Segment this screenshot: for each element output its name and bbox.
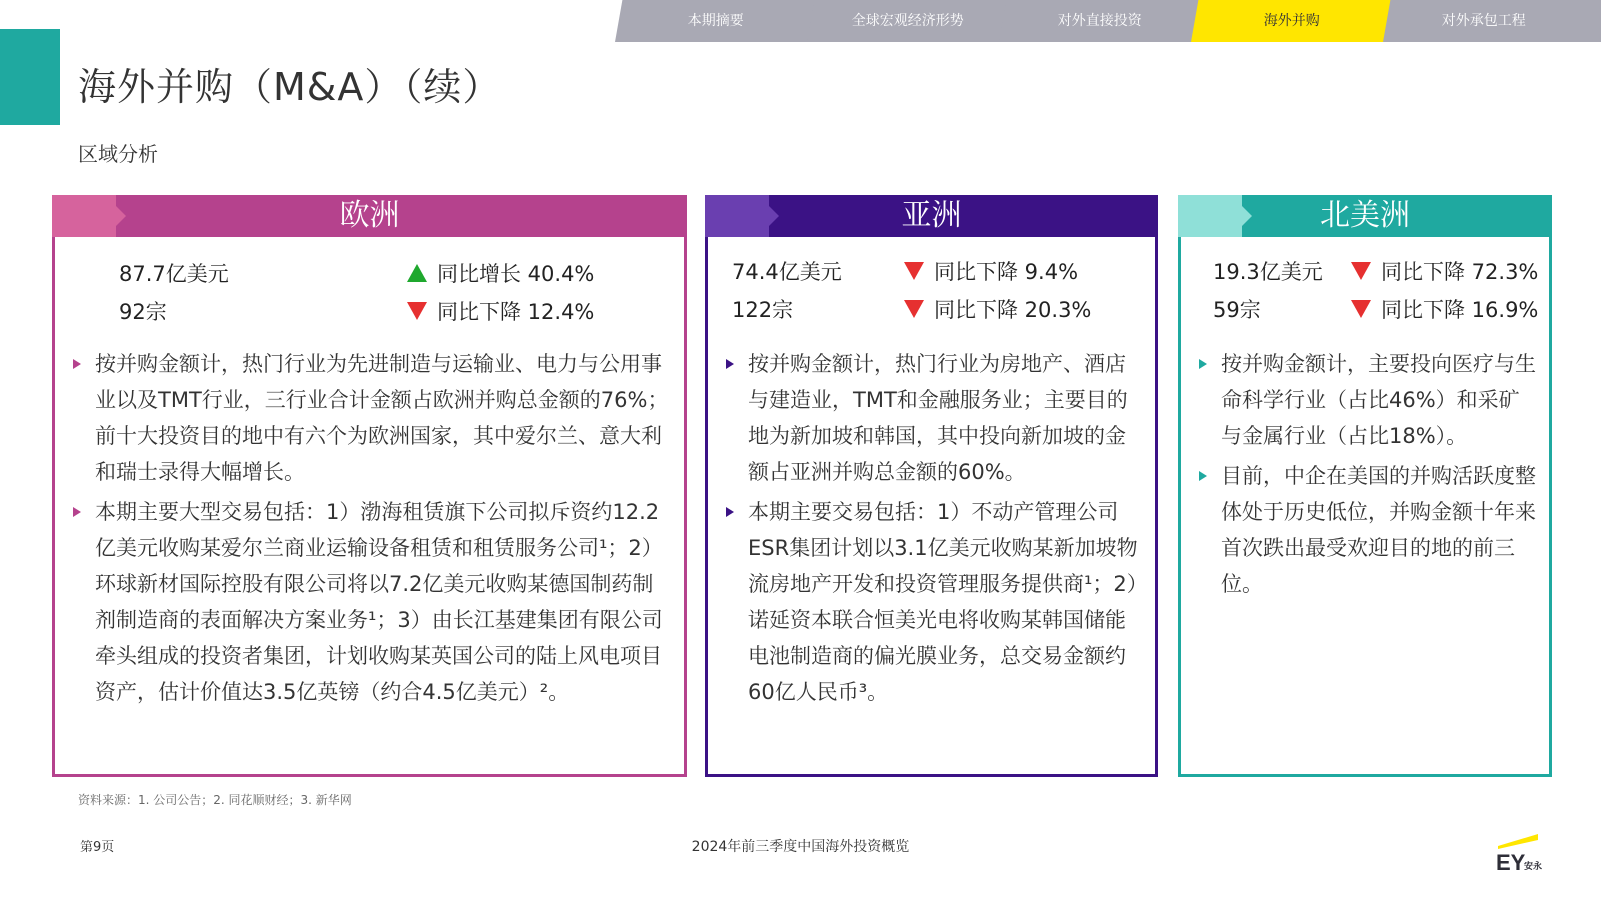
list-item bbox=[73, 494, 673, 710]
bullet-triangle-icon bbox=[73, 359, 81, 369]
arrow-down-icon bbox=[904, 300, 924, 318]
page-title: 海外并购（M&A）（续） bbox=[78, 65, 502, 109]
arrow-up-icon bbox=[407, 264, 427, 282]
bullet-text: 按并购金额计，主要投向医疗与生命科学行业（占比46%）和采矿与金属行业（占比18%）。 bbox=[1221, 352, 1536, 448]
amount-row bbox=[55, 258, 684, 296]
bullet-text: 按并购金额计，热门行业为房地产、酒店与建造业，TMT和金融服务业；主要目的地为新加坡和韩国，其中投向新加坡的金额占亚洲并购总金额的60%。 bbox=[748, 352, 1128, 484]
tab-contracting[interactable] bbox=[1383, 0, 1601, 42]
tab-label: 对外承包工程 bbox=[1441, 13, 1526, 29]
amount-change: 同比增长 40.4% bbox=[437, 262, 595, 286]
amount-change: 同比下降 72.3% bbox=[1381, 260, 1539, 284]
stats-block bbox=[1181, 256, 1549, 332]
region-panel-north-america bbox=[1178, 195, 1552, 777]
deals-value: 92宗 bbox=[119, 300, 167, 324]
bullet-text: 本期主要大型交易包括：1）渤海租赁旗下公司拟斥资约12.2亿美元收购某爱尔兰商业运输设备租赁和租赁服务公司¹；2）环球新材国际控股有限公司将以7.2亿美元收购某德国制药制剂制造商的表面解决方案业务¹；3）由长江基建集团有限公司牵头组成的投资者集团，计划收购某英国公司的陆上风电项目资产，估计价值达3.5亿英镑（约合4.5亿美元）²。 bbox=[95, 500, 663, 704]
list-item bbox=[1199, 346, 1539, 454]
arrow-down-icon bbox=[407, 302, 427, 320]
region-name: 亚洲 bbox=[901, 198, 962, 233]
logo-cn-text: 安永 bbox=[1524, 862, 1543, 872]
deals-change: 同比下降 20.3% bbox=[934, 298, 1092, 322]
amount-row bbox=[1181, 256, 1549, 294]
bullet-triangle-icon bbox=[1199, 359, 1207, 369]
logo-text: EY bbox=[1496, 850, 1526, 874]
ey-logo bbox=[1494, 834, 1554, 874]
tab-label: 本期摘要 bbox=[687, 13, 744, 29]
bullet-triangle-icon bbox=[1199, 471, 1207, 481]
bullet-text: 本期主要交易包括：1）不动产管理公司ESR集团计划以3.1亿美元收购某新加坡物流房地产开发和投资管理服务提供商¹；2）诺延资本联合恒美光电将收购某韩国储能电池制造商的偏光膜业务，总交易金额约60亿人民币³。 bbox=[748, 500, 1138, 704]
region-name: 北美洲 bbox=[1320, 198, 1410, 233]
tab-label: 全球宏观经济形势 bbox=[851, 13, 964, 29]
bullet-list bbox=[726, 346, 1144, 714]
tab-label: 对外直接投资 bbox=[1057, 13, 1142, 29]
panel-header bbox=[52, 195, 687, 237]
deals-change: 同比下降 16.9% bbox=[1381, 298, 1539, 322]
list-item bbox=[73, 346, 673, 490]
deals-row bbox=[55, 296, 684, 334]
section-subtitle: 区域分析 bbox=[78, 142, 158, 166]
tab-odi[interactable] bbox=[999, 0, 1200, 42]
accent-bar bbox=[0, 29, 60, 125]
deals-row bbox=[1181, 294, 1549, 332]
deals-value: 59宗 bbox=[1213, 298, 1261, 322]
bullet-text: 按并购金额计，热门行业为先进制造与运输业、电力与公用事业以及TMT行业，三行业合计金额占欧洲并购总金额的76%；前十大投资目的地中有六个为欧洲国家，其中爱尔兰、意大利和瑞士录得大幅增长。 bbox=[95, 352, 669, 484]
amount-row bbox=[708, 256, 1155, 294]
panel-header bbox=[1178, 195, 1552, 237]
deals-row bbox=[708, 294, 1155, 332]
tab-overseas-ma[interactable] bbox=[1191, 0, 1392, 42]
list-item bbox=[1199, 458, 1539, 602]
list-item bbox=[726, 346, 1144, 490]
list-item bbox=[726, 494, 1144, 710]
bullet-list bbox=[73, 346, 673, 714]
tab-summary[interactable] bbox=[615, 0, 816, 42]
source-footnote: 资料来源：1. 公司公告；2. 同花顺财经；3. 新华网 bbox=[78, 793, 352, 807]
bullet-text: 目前，中企在美国的并购活跃度整体处于历史低位，并购金额十年来首次跌出最受欢迎目的地的前三位。 bbox=[1221, 464, 1536, 596]
section-nav bbox=[615, 0, 1601, 42]
tab-label: 海外并购 bbox=[1263, 13, 1320, 29]
region-name: 欧洲 bbox=[339, 198, 400, 233]
region-panel-asia bbox=[705, 195, 1158, 777]
arrow-down-icon bbox=[904, 262, 924, 280]
arrow-down-icon bbox=[1351, 262, 1371, 280]
amount-value: 19.3亿美元 bbox=[1213, 260, 1323, 284]
amount-change: 同比下降 9.4% bbox=[934, 260, 1079, 284]
panel-header bbox=[705, 195, 1158, 237]
arrow-down-icon bbox=[1351, 300, 1371, 318]
amount-value: 74.4亿美元 bbox=[732, 260, 842, 284]
page-number: 第9页 bbox=[80, 840, 115, 855]
region-panel-europe bbox=[52, 195, 687, 777]
bullet-triangle-icon bbox=[726, 507, 734, 517]
deals-change: 同比下降 12.4% bbox=[437, 300, 595, 324]
stats-block bbox=[708, 256, 1155, 332]
tab-global-macro[interactable] bbox=[807, 0, 1008, 42]
stats-block bbox=[55, 258, 684, 334]
bullet-triangle-icon bbox=[73, 507, 81, 517]
deals-value: 122宗 bbox=[732, 298, 794, 322]
document-title: 2024年前三季度中国海外投资概览 bbox=[691, 839, 910, 855]
bullet-triangle-icon bbox=[726, 359, 734, 369]
amount-value: 87.7亿美元 bbox=[119, 262, 229, 286]
bullet-list bbox=[1199, 346, 1539, 606]
